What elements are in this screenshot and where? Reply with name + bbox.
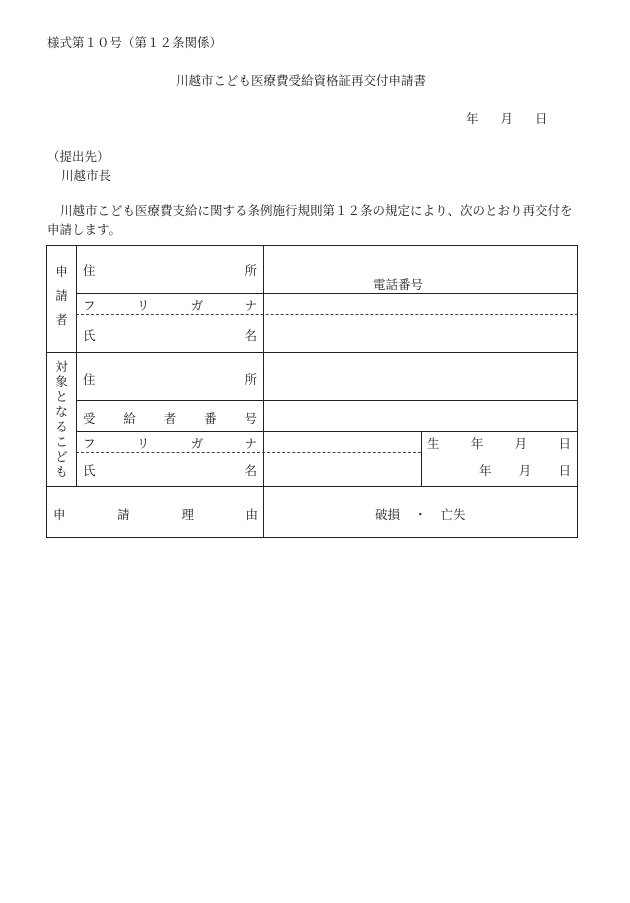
label-char: る [55,419,68,434]
addressee-label: （提出先） [47,149,110,164]
date-line [466,109,570,127]
label-char: ガ [190,436,204,451]
document-title: 川越市こども医療費受給資格証再交付申請書 [176,73,427,88]
label-char: 日 [558,463,571,478]
date-month[interactable]: 月 [500,111,514,126]
label-char: 氏 [83,463,96,478]
label-char: も [55,464,68,479]
reason-options [375,505,466,523]
date-day[interactable]: 日 [535,111,548,126]
label-char: 年 [479,463,492,478]
row-line [76,400,578,401]
label-char: 月 [518,463,532,478]
application-form-table [46,245,578,538]
label-char: 請 [55,288,68,303]
row-dashed-line [76,452,421,453]
date-year[interactable]: 年 [466,111,479,126]
label-char: 所 [244,372,257,387]
label-char: ナ [244,436,257,451]
body-text: 川越市こども医療費支給に関する条例施行規則第１２条の規定により、次のとおり再交付を申請します。 [47,203,573,237]
child-birthdate-label [427,434,571,452]
label-char: 申 [55,264,68,279]
label-char: 年 [470,436,484,451]
label-char: 者 [163,411,177,426]
reason-damaged[interactable]: 破損 [375,507,401,522]
label-char: 理 [181,507,194,522]
label-char: 氏 [83,328,96,343]
label-char: フ [83,436,96,451]
reason-lost[interactable]: 亡失 [440,507,466,522]
label-char: フ [83,298,96,313]
label-char: リ [136,436,150,451]
label-char: 請 [117,507,130,522]
row-line [76,293,578,294]
child-name-label [83,461,257,479]
label-char: 月 [514,436,528,451]
recipient-name: 川越市長 [61,168,112,183]
label-char: 所 [244,263,257,278]
label-char: ガ [190,298,204,313]
form-number: 様式第１０号（第１２条関係） [47,35,223,50]
label-char: 給 [123,411,136,426]
label-char: 号 [244,411,257,426]
label-char: 住 [83,263,96,278]
label-char: ど [55,449,68,464]
child-address-label [83,370,257,388]
label-char: 申 [53,507,66,522]
label-char: 象 [55,374,68,389]
label-char: 者 [55,312,68,327]
child-furigana-label [83,434,257,452]
section-line [47,352,578,353]
label-char: こ [55,434,68,449]
reason-label [53,505,258,523]
applicant-name-label [83,326,257,344]
label-char: と [55,389,68,404]
label-char: 由 [245,507,258,522]
child-recipient-number-label [83,409,257,427]
applicant-phone-label: 電話番号 [373,277,424,292]
child-birthdate-field[interactable] [479,461,571,479]
label-char: 名 [244,328,257,343]
row-dashed-line [76,314,578,315]
applicant-address-label [83,261,257,279]
label-char: 日 [558,436,571,451]
label-char: 住 [83,372,96,387]
row-line [76,431,578,432]
label-char: 受 [83,411,96,426]
applicant-section-label [47,264,76,327]
label-char: ナ [244,298,257,313]
label-char: リ [136,298,150,313]
label-char: 名 [244,463,257,478]
label-char: 対 [55,359,68,374]
label-char: 番 [204,411,217,426]
label-divider [263,246,264,538]
section-line [47,486,578,487]
reason-separator: ・ [414,507,427,522]
applicant-furigana-label [83,296,257,314]
label-char: な [55,404,68,419]
section-divider [76,246,77,486]
child-section-label [47,359,76,479]
label-char: 生 [427,436,440,451]
birth-divider [421,431,422,486]
